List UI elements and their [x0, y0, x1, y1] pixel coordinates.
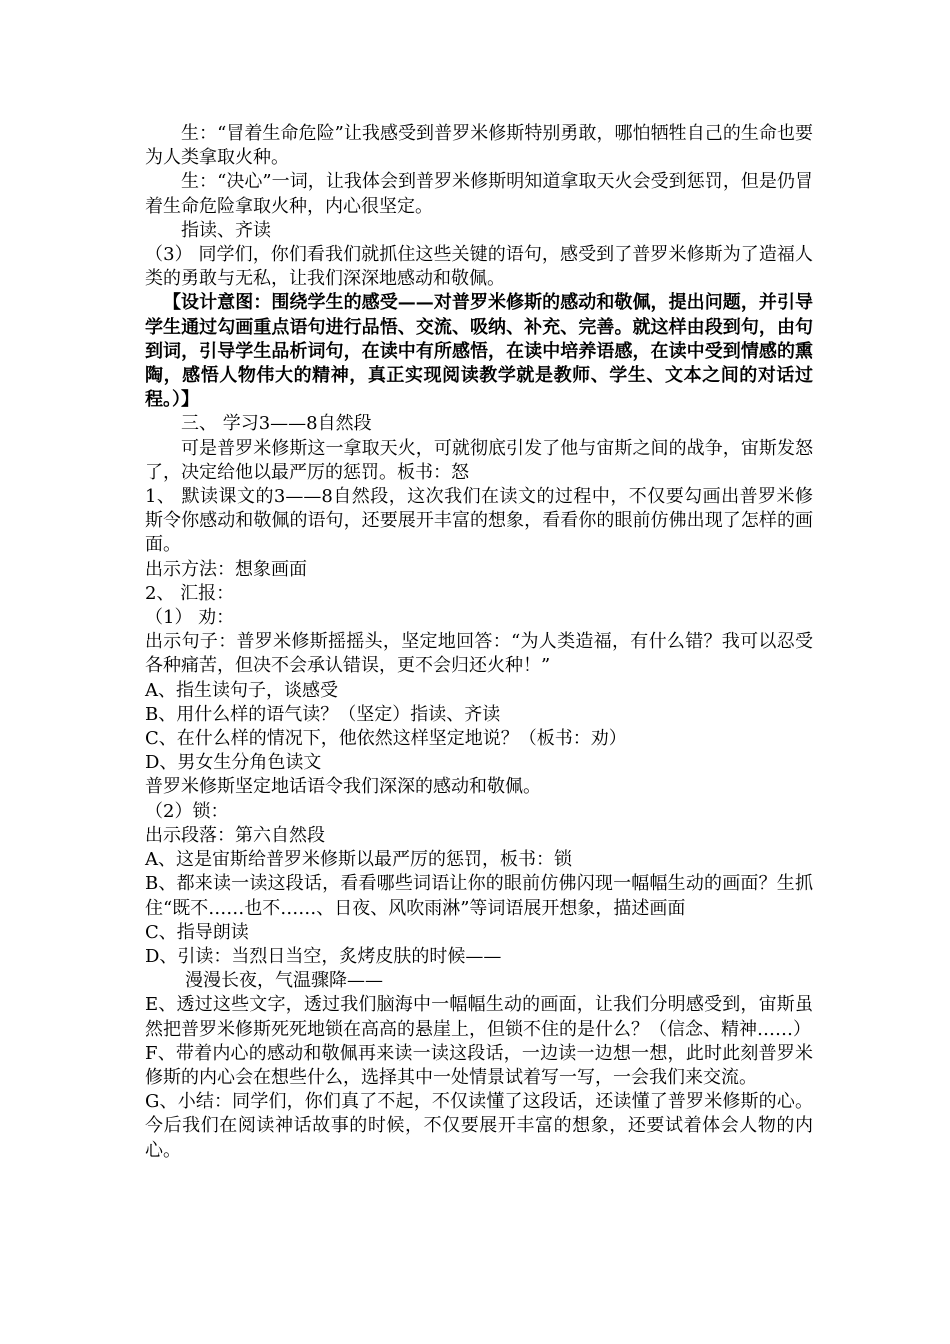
list-item: G、小结：同学们，你们真了不起，不仅读懂了这段话，还读懂了普罗米修斯的心。今后我们在阅读神话故事的时候，不仅要展开丰富的想象，还要试着体会人物的内心。 — [145, 1091, 813, 1161]
sub-heading: （2）锁： — [145, 800, 229, 822]
numbered-item: 1、 默读课文的3——8自然段，这次我们在读文的过程中，不仅要勾画出普罗米修斯令你感动和敬佩的语句，还要展开丰富的想象，看看你的眼前仿佛出现了怎样的画面。 — [145, 486, 813, 556]
list-item: A、指生读句子，谈感受 — [145, 679, 338, 701]
sub-heading: （1） 劝： — [145, 607, 235, 629]
list-item-continuation: 漫漫长夜，气温骤降—— — [185, 970, 383, 992]
instruction-line: 指读、齐读 — [181, 219, 271, 241]
section-heading: 三、 学习3——8自然段 — [181, 413, 372, 435]
list-item: E、透过这些文字，透过我们脑海中一幅幅生动的画面，让我们分明感受到，宙斯虽然把普罗米修斯死死地锁在高高的悬崖上，但锁不住的是什么？（信念、精神……） — [145, 994, 813, 1040]
body-line: 出示段落：第六自然段 — [145, 824, 325, 846]
teacher-paragraph: （3） 同学们，你们看我们就抓住这些关键的语句，感受到了普罗米修斯为了造福人类的勇敢与无私，让我们深深地感动和敬佩。 — [145, 244, 813, 290]
body-paragraph: 可是普罗米修斯这一拿取天火，可就彻底引发了他与宙斯之间的战争，宙斯发怒了，决定给他以最严厉的惩罚。板书：怒 — [145, 437, 813, 483]
list-item: C、指导朗读 — [145, 921, 249, 943]
document-page — [145, 122, 813, 1163]
numbered-item: 2、 汇报： — [145, 582, 235, 604]
body-line: 出示方法：想象画面 — [145, 558, 307, 580]
list-item: D、引读：当烈日当空，炙烤皮肤的时候—— — [145, 945, 502, 967]
list-item: B、用什么样的语气读？（坚定）指读、齐读 — [145, 703, 501, 725]
quoted-sentence: 出示句子：普罗米修斯摇摇头，坚定地回答：“为人类造福，有什么错？我可以忍受各种痛苦，但决不会承认错误，更不会归还火种！” — [145, 631, 813, 677]
student-answer-paragraph: 生：“冒着生命危险”让我感受到普罗米修斯特别勇敢，哪怕牺牲自己的生命也要为人类拿取火种。 — [145, 123, 813, 169]
list-item: A、这是宙斯给普罗米修斯以最严厉的惩罚，板书：锁 — [145, 849, 572, 871]
student-answer-paragraph: 生：“决心”一词，让我体会到普罗米修斯明知道拿取天火会受到惩罚，但是仍冒着生命危险拿取火种，内心很坚定。 — [145, 171, 813, 217]
list-item: C、在什么样的情况下，他依然这样坚定地说？（板书：劝） — [145, 728, 627, 750]
list-item: D、男女生分角色读文 — [145, 752, 322, 774]
design-intent-paragraph: 【设计意图：围绕学生的感受——对普罗米修斯的感动和敬佩，提出问题，并引导学生通过勾画重点语句进行品悟、交流、吸纳、补充、完善。就这样由段到句，由句到词，引导学生品析词句，在读中有所感悟，在读中培养语感，在读中受到情感的熏陶，感悟人物伟大的精神，真正实现阅读教学就是教师、学生、文本之间的对话过程。）】 — [145, 292, 813, 411]
list-item: F、带着内心的感动和敬佩再来读一读这段话，一边读一边想一想，此时此刻普罗米修斯的内心会在想些什么，选择其中一处情景试着写一写，一会我们来交流。 — [145, 1042, 813, 1088]
body-line: 普罗米修斯坚定地话语令我们深深的感动和敬佩。 — [145, 776, 541, 798]
list-item: B、都来读一读这段话，看看哪些词语让你的眼前仿佛闪现一幅幅生动的画面？生抓住“既不……也不……、日夜、风吹雨淋”等词语展开想象，描述画面 — [145, 873, 813, 919]
